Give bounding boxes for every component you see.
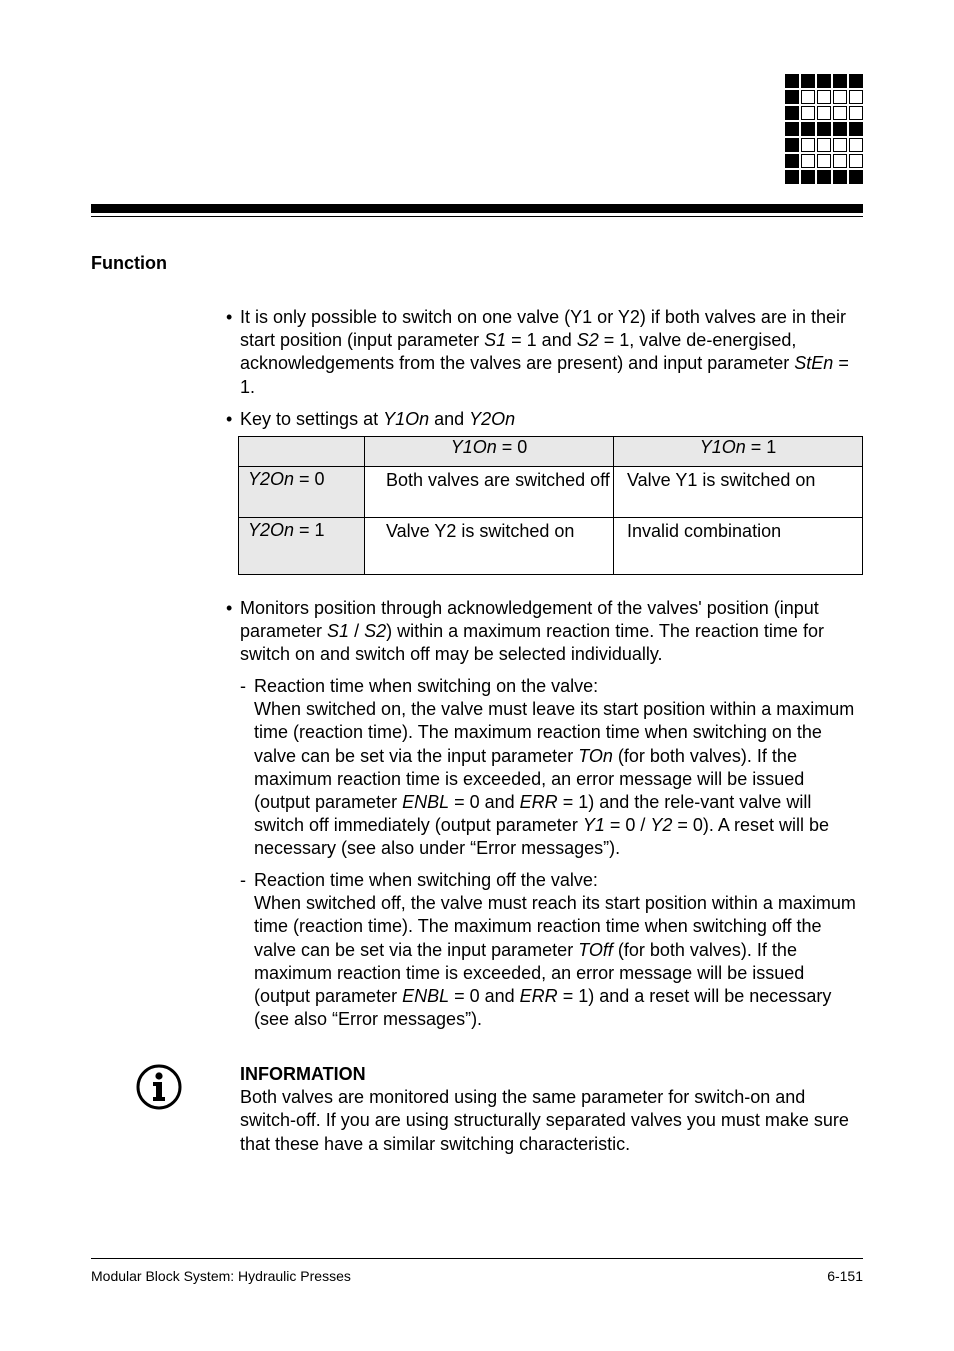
logo-cell xyxy=(801,106,815,120)
logo-cell xyxy=(817,90,831,104)
table-cell: Invalid combination xyxy=(614,518,863,575)
logo-cell xyxy=(785,106,799,120)
logo-cell xyxy=(785,90,799,104)
logo-cell xyxy=(849,122,863,136)
information-note xyxy=(240,1063,865,1156)
logo-cell xyxy=(801,122,815,136)
table-header-row xyxy=(239,437,863,467)
logo-cell xyxy=(801,138,815,152)
logo-cell xyxy=(817,122,831,136)
logo-cell xyxy=(849,106,863,120)
logo-cell xyxy=(833,74,847,88)
logo-cell xyxy=(833,90,847,104)
bullet-text: It is only possible to switch on one valve (Y1 or Y2) if both valves are in their start position (input parameter S1 = 1 and S2 = 1, valve de-energised, acknowledgements from the valves are present) and input parameter StEn = 1. xyxy=(240,307,849,397)
logo-cell xyxy=(817,170,831,184)
footer-rule xyxy=(91,1258,863,1259)
table-row xyxy=(239,518,863,575)
header-rule-thin xyxy=(91,216,863,217)
logo-cell xyxy=(833,122,847,136)
sub-item-heading: Reaction time when switching off the valve: xyxy=(254,870,598,890)
section-title: Function xyxy=(91,253,167,273)
bullet-text: Monitors position through acknowledgement of the valves' position (input parameter S1 / S2) within a maximum reaction time. The reaction time for switch on and switch off may be selected individually. xyxy=(240,598,824,665)
logo-cell xyxy=(849,74,863,88)
dash-mark: - xyxy=(240,676,246,696)
logo-cell xyxy=(801,90,815,104)
bullet-start-condition xyxy=(226,306,866,399)
bullet-mark: • xyxy=(226,307,233,327)
table-corner-cell xyxy=(239,437,365,467)
sub-item-switch-off xyxy=(240,869,865,1031)
table-cell: Both valves are switched off xyxy=(365,467,614,518)
logo-cell xyxy=(801,154,815,168)
logo-cell xyxy=(833,106,847,120)
bullet-monitors-position xyxy=(226,597,866,667)
logo-cell xyxy=(849,170,863,184)
dash-mark: - xyxy=(240,870,246,890)
table-row-header: Y2On = 0 xyxy=(239,467,365,518)
logo-cell xyxy=(849,154,863,168)
logo-cell xyxy=(785,122,799,136)
bullet-mark: • xyxy=(226,598,233,618)
bullet-key-settings xyxy=(226,408,866,431)
bullet-text: Key to settings at Y1On and Y2On xyxy=(240,409,516,429)
logo-cell xyxy=(785,74,799,88)
info-icon xyxy=(135,1063,183,1111)
logo-cell xyxy=(817,74,831,88)
logo-cell xyxy=(833,138,847,152)
header-rule-thick xyxy=(91,204,863,213)
information-body: Both valves are monitored using the same parameter for switch-on and switch-off. If you are using structurally separated valves you must make sure that these have a similar switching characteristic. xyxy=(240,1087,849,1154)
logo-cell xyxy=(833,170,847,184)
table-col-header: Y1On = 1 xyxy=(614,437,863,467)
table-row-header: Y2On = 1 xyxy=(239,518,365,575)
logo-cell xyxy=(801,170,815,184)
table-col-header: Y1On = 0 xyxy=(365,437,614,467)
information-heading: INFORMATION xyxy=(240,1064,366,1084)
logo-cell xyxy=(817,154,831,168)
logo-cell xyxy=(849,138,863,152)
sub-item-switch-on xyxy=(240,675,865,861)
logo-cell xyxy=(785,170,799,184)
table-cell: Valve Y2 is switched on xyxy=(365,518,614,575)
settings-table xyxy=(238,436,863,575)
logo-cell xyxy=(849,90,863,104)
logo-cell xyxy=(785,154,799,168)
table-row xyxy=(239,467,863,518)
sub-item-body: When switched on, the valve must leave its start position within a maximum time (reaction time). The maximum reaction time when switching on the valve can be set via the input parameter TOn (for both valves). If the maximum reaction time is exceeded, an error message will be issued (output parameter ENBL = 0 and ERR = 1) and the rele-vant valve will switch off immediately (output parameter Y1 = 0 / Y2 = 0). A reset will be necessary (see also under “Error messages”). xyxy=(254,699,855,859)
table-cell: Valve Y1 is switched on xyxy=(614,467,863,518)
bullet-mark: • xyxy=(226,409,233,429)
sub-item-body: When switched off, the valve must reach its start position within a maximum time (reaction time). The maximum reaction time when switching off the valve can be set via the input parameter TOff (for both valves). If the maximum reaction time is exceeded, an error message will be issued (output parameter ENBL = 0 and ERR = 1) and a reset will be necessary (see also “Error messages”). xyxy=(254,893,856,1030)
logo-cell xyxy=(785,138,799,152)
logo-cell xyxy=(817,106,831,120)
sub-item-heading: Reaction time when switching on the valve: xyxy=(254,676,599,696)
logo-cell xyxy=(817,138,831,152)
block-grid-logo-icon xyxy=(785,74,865,186)
logo-cell xyxy=(801,74,815,88)
footer-title: Modular Block System: Hydraulic Presses xyxy=(91,1268,351,1284)
page-number: 6-151 xyxy=(827,1268,863,1284)
logo-cell xyxy=(833,154,847,168)
